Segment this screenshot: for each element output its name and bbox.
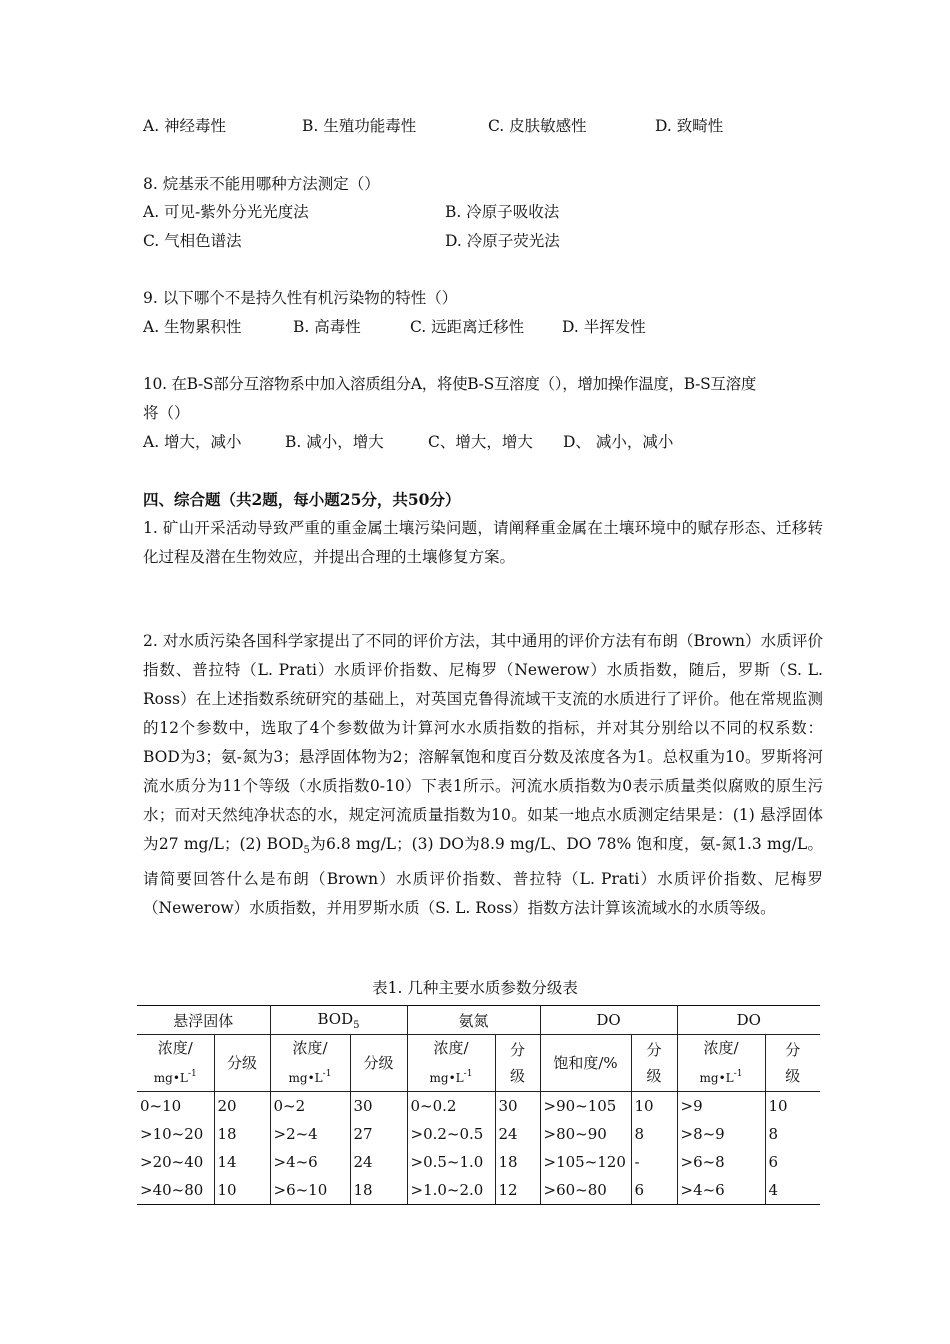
table-cell: >80~90 <box>540 1120 631 1148</box>
table-row <box>137 1092 820 1121</box>
table-cell: >8~9 <box>677 1120 765 1148</box>
table-cell: >105~120 <box>540 1148 631 1176</box>
section-heading: 四、综合题（共2题，每小题25分，共50分） <box>143 490 461 509</box>
group-header-suspended-solids: 悬浮固体 <box>137 1006 270 1035</box>
q8-option-d: D. 冷原子荧光法 <box>445 232 560 250</box>
table-cell: 30 <box>350 1092 407 1121</box>
table-cell: >0.2~0.5 <box>407 1120 495 1148</box>
q10-option-d: D、 减小，减小 <box>563 433 674 451</box>
q7-option-c: C. 皮肤敏感性 <box>488 117 587 135</box>
conc-label: 浓度/ <box>157 1039 193 1057</box>
table-cell: - <box>631 1148 677 1176</box>
table-cell: >2~4 <box>270 1120 350 1148</box>
grade-char-2: 级 <box>509 1067 525 1085</box>
table-cell: >4~6 <box>270 1148 350 1176</box>
table-cell: >4~6 <box>677 1176 765 1205</box>
subheader-grade: 分级 <box>350 1035 407 1092</box>
question-1-text: 1. 矿山开采活动导致严重的重金属土壤污染问题，请阐释重金属在土壤环境中的赋存形态、迁移转化过程及潜在生物效应，并提出合理的土壤修复方案。 <box>143 519 823 566</box>
table-cell: 6 <box>765 1148 820 1176</box>
table-cell: 6 <box>631 1176 677 1205</box>
table-cell: 20 <box>214 1092 270 1121</box>
table-cell: >1.0~2.0 <box>407 1176 495 1205</box>
comprehensive-question-1 <box>143 514 823 572</box>
table-cell: 18 <box>214 1120 270 1148</box>
q9-option-a: A. 生物累积性 <box>143 318 242 336</box>
table-cell: 10 <box>214 1176 270 1205</box>
table-cell: >40~80 <box>137 1176 214 1205</box>
q7-option-b: B. 生殖功能毒性 <box>302 117 417 135</box>
conc-label: 浓度/ <box>292 1039 328 1057</box>
q9-option-d: D. 半挥发性 <box>562 318 646 336</box>
table-cell: >9 <box>677 1092 765 1121</box>
group-header-ammonia-nitrogen: 氨氮 <box>407 1006 540 1035</box>
question-2-text <box>143 627 823 923</box>
grade-char-2: 级 <box>785 1067 801 1085</box>
subheader-grade: 分级 <box>214 1035 270 1092</box>
q10-option-a: A. 增大，减小 <box>143 433 242 451</box>
conc-label: 浓度/ <box>703 1039 739 1057</box>
table-cell: 12 <box>495 1176 540 1205</box>
q9-stem: 9. 以下哪个不是持久性有机污染物的特性（） <box>143 289 458 307</box>
subheader-concentration <box>677 1035 765 1092</box>
table-cell: 10 <box>631 1092 677 1121</box>
unit-label: mg•L <box>429 1071 464 1085</box>
table-cell: 8 <box>765 1120 820 1148</box>
q7-option-a: A. 神经毒性 <box>143 117 227 135</box>
table-cell: 0~10 <box>137 1092 214 1121</box>
unit-superscript: -1 <box>463 1069 473 1079</box>
table-cell: 18 <box>495 1148 540 1176</box>
bod-label: BOD <box>317 1009 354 1028</box>
table-cell: >6~8 <box>677 1148 765 1176</box>
table-cell: 10 <box>765 1092 820 1121</box>
unit-label: mg•L <box>288 1071 323 1085</box>
grade-char-2: 级 <box>646 1067 662 1085</box>
bod-label-subscript: 5 <box>353 1019 360 1031</box>
group-header-bod <box>270 1006 407 1035</box>
conc-label: 浓度/ <box>433 1039 469 1057</box>
q10-option-b: B. 减小，增大 <box>285 433 384 451</box>
subheader-grade-stacked <box>495 1035 540 1092</box>
water-quality-grading-table <box>137 1005 820 1205</box>
table-cell: 30 <box>495 1092 540 1121</box>
q10-stem-line2: 将（） <box>143 404 190 422</box>
table-cell: 24 <box>495 1120 540 1148</box>
table-cell: >90~105 <box>540 1092 631 1121</box>
table-cell: 8 <box>631 1120 677 1148</box>
grade-char-1: 分 <box>509 1041 525 1059</box>
grade-char-1: 分 <box>785 1041 801 1059</box>
table-row <box>137 1120 820 1148</box>
table-cell: >20~40 <box>137 1148 214 1176</box>
table-cell: >10~20 <box>137 1120 214 1148</box>
unit-label: mg•L <box>699 1071 734 1085</box>
q10-stem-line1: 10. 在B-S部分互溶物系中加入溶质组分A，将使B-S互溶度（），增加操作温度，B-S互溶度 <box>143 375 757 393</box>
q9-option-c: C. 远距离迁移性 <box>410 318 525 336</box>
unit-superscript: -1 <box>733 1069 743 1079</box>
subheader-concentration <box>270 1035 350 1092</box>
subheader-concentration <box>407 1035 495 1092</box>
subheader-concentration <box>137 1035 214 1092</box>
table-cell: 24 <box>350 1148 407 1176</box>
group-header-do-concentration: DO <box>677 1006 820 1035</box>
question-2-text-part2: 为6.8 mg/L；(3) DO为8.9 mg/L、DO 78% 饱和度，氨-氮1.3 mg/L。请简要回答什么是布朗（Brown）水质评价指数、普拉特（L. Prati）水质评价指数、尼梅罗（Newerow）水质指数，并用罗斯水质（S. L. Ross）指数方法计算该流域水的水质等级。 <box>143 835 823 918</box>
q8-option-b: B. 冷原子吸收法 <box>445 203 560 221</box>
table-caption: 表1. 几种主要水质参数分级表 <box>372 979 578 997</box>
table-cell: 14 <box>214 1148 270 1176</box>
q8-stem: 8. 烷基汞不能用哪种方法测定（） <box>143 175 380 193</box>
q8-option-c: C. 气相色谱法 <box>143 232 242 250</box>
q8-option-a: A. 可见-紫外分光光度法 <box>143 203 309 221</box>
unit-superscript: -1 <box>187 1069 197 1079</box>
table-row <box>137 1176 820 1205</box>
question-2-text-part1: 2. 对水质污染各国科学家提出了不同的评价方法，其中通用的评价方法有布朗（Brown）水质评价指数、普拉特（L. Prati）水质评价指数、尼梅罗（Newerow）水质指数，随后，罗斯（S. L. Ross）在上述指数系统研究的基础上，对英国克鲁得流域干支流的水质进行了评价。他在常规监测的12个参数中，选取了4个参数做为计算河水水质指数的指标，并对其分别给以不同的权系数：BOD为3；氨-氮为3；悬浮固体物为2；溶解氧饱和度百分数及浓度各为1。总权重为10。罗斯将河流水质分为11个等级（水质指数0-10）下表1所示。河流水质指数为0表示质量类似腐败的原生污水；而对天然纯净状态的水，规定河流质量指数为10。如某一地点水质测定结果是：(1) 悬浮固体为27 mg/L；(2) BOD <box>143 632 823 853</box>
group-header-do-saturation: DO <box>540 1006 677 1035</box>
bod-subscript: 5 <box>303 845 310 857</box>
subheader-grade-stacked <box>631 1035 677 1092</box>
table-group-header-row <box>137 1006 820 1035</box>
comprehensive-question-2 <box>143 627 823 923</box>
table-cell: 4 <box>765 1176 820 1205</box>
q9-option-b: B. 高毒性 <box>293 318 361 336</box>
table-cell: >6~10 <box>270 1176 350 1205</box>
unit-label: mg•L <box>153 1071 188 1085</box>
subheader-grade-stacked <box>765 1035 820 1092</box>
table-cell: >60~80 <box>540 1176 631 1205</box>
table-cell: >0.5~1.0 <box>407 1148 495 1176</box>
table-subheader-row <box>137 1035 820 1092</box>
table-cell: 27 <box>350 1120 407 1148</box>
table-cell: 0~0.2 <box>407 1092 495 1121</box>
table-cell: 0~2 <box>270 1092 350 1121</box>
grade-char-1: 分 <box>646 1041 662 1059</box>
q7-option-d: D. 致畸性 <box>655 117 724 135</box>
table-cell: 18 <box>350 1176 407 1205</box>
table-row <box>137 1148 820 1176</box>
unit-superscript: -1 <box>322 1069 332 1079</box>
subheader-saturation: 饱和度/% <box>540 1035 631 1092</box>
q10-option-c: C、增大，增大 <box>428 433 533 451</box>
